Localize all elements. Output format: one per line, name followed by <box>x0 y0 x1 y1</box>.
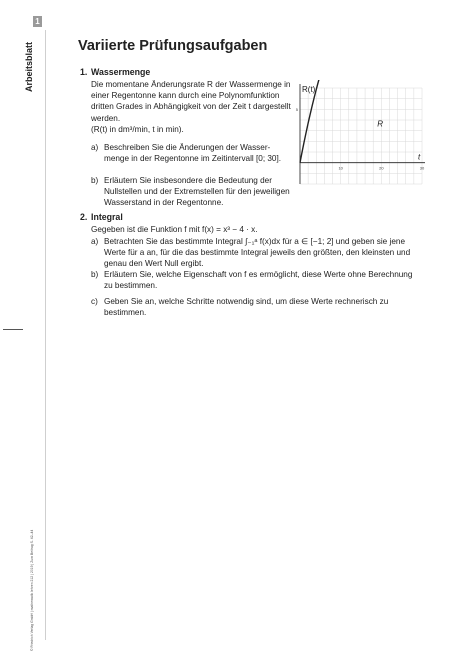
x-axis-label: t <box>418 152 421 162</box>
task2-part-b: b) Erläutern Sie, welche Eigenschaft von f es ermöglicht, diese Werte ohne Berechnung zu bestimmen. <box>91 270 413 291</box>
chart-curve <box>300 80 422 170</box>
series-line-R <box>300 80 422 163</box>
page-title: Variierte Prüfungsaufgaben <box>78 38 268 54</box>
rate-chart <box>292 80 428 190</box>
task1-part-a: a) Beschreiben Sie die Änderungen der Wasser- menge in der Regentonne im Zeitintervall [0; 30]. <box>91 143 282 164</box>
task1-intro: Die momentane Änderungsrate R der Wassermenge in einer Regentonne kann durch eine Polynomfunktion dritten Grades in Abhängigkeit von der Zeit t dargestellt werden. (R(t) in dm³/min, t in min). <box>91 80 291 134</box>
copyright-footer: © Friedrich Verlag GmbH | mathematik lehren 212 | 2019 | Zum Beitrag S. 42–44 <box>30 529 34 651</box>
task2-heading: 2. Integral <box>80 212 123 222</box>
chart-axes <box>300 84 425 184</box>
task1-heading: 1. Wassermenge <box>80 67 151 77</box>
sidebar-divider <box>45 30 46 640</box>
x-tick-label: 30 <box>419 165 425 171</box>
y-tick-label: 5 <box>295 106 298 112</box>
x-tick-label: 20 <box>379 165 384 171</box>
fold-mark <box>3 329 23 330</box>
chart-grid <box>300 88 422 184</box>
page-number-badge: 1 <box>33 16 42 27</box>
x-tick-label: 10 <box>338 165 343 171</box>
task2-part-c: c) Geben Sie an, welche Schritte notwendig sind, um diese Werte rechnerisch zu bestimmen. <box>91 297 389 318</box>
task1-part-b: b) Erläutern Sie insbesondere die Bedeutung der Nullstellen und der Extremstellen für den jeweiligen Wasserstand in der Regentonne. <box>91 176 290 208</box>
y-axis-label: R(t) <box>302 85 316 94</box>
series-label-R: R <box>377 119 384 129</box>
task2-intro: Gegeben ist die Funktion f mit f(x) = x³ − 4 · x. <box>91 225 258 234</box>
task2-part-a: a) Betrachten Sie das bestimmte Integral ∫₋₁ᵃ f(x)dx für a ∈ [−1; 2] und geben sie jene Werte für a an, für die das bestimmte Integral jeweils den größten, den kleinsten und genau den Wert Null ergibt. <box>91 237 411 269</box>
sidebar-label: Arbeitsblatt <box>24 41 34 92</box>
